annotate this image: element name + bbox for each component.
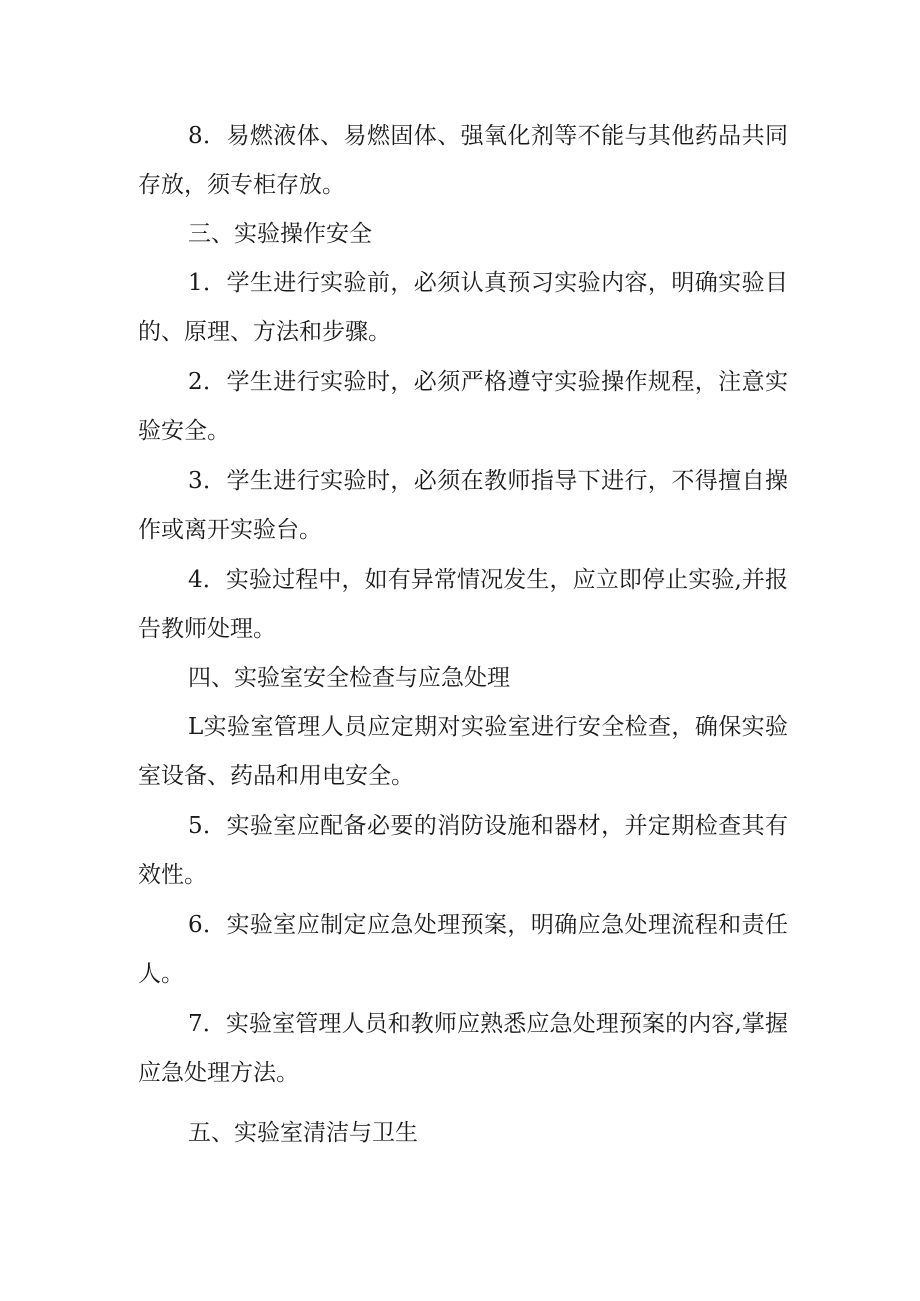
- paragraph-item-5: 5．实验室应配备必要的消防设施和器材，并定期检查其有效性。: [138, 813, 788, 888]
- section-heading-4: 四、实验室安全检查与应急处理: [188, 665, 510, 691]
- paragraph-item-7: 7．实验室管理人员和教师应熟悉应急处理预案的内容,掌握应急处理方法。: [138, 1011, 788, 1086]
- paragraph-item-l: L实验室管理人员应定期对实验室进行安全检查，确保实验室设备、药品和用电安全。: [138, 714, 788, 789]
- paragraph-item-3: 3．学生进行实验时，必须在教师指导下进行，不得擅自操作或离开实验台。: [138, 468, 788, 543]
- section-heading-3: 三、实验操作安全: [188, 221, 372, 247]
- paragraph-item-1: 1．学生进行实验前，必须认真预习实验内容，明确实验目的、原理、方法和步骤。: [138, 270, 788, 345]
- paragraph-item-8: 8．易燃液体、易燃固体、强氧化剂等不能与其他药品共同存放，须专柜存放。: [138, 123, 788, 198]
- paragraph-item-2: 2．学生进行实验时，必须严格遵守实验操作规程，注意实验安全。: [138, 369, 788, 444]
- paragraph-item-4: 4．实验过程中，如有异常情况发生，应立即停止实验,并报告教师处理。: [138, 567, 788, 642]
- paragraph-item-6: 6．实验室应制定应急处理预案，明确应急处理流程和责任人。: [138, 912, 788, 987]
- section-heading-5: 五、实验室清洁与卫生: [188, 1120, 418, 1146]
